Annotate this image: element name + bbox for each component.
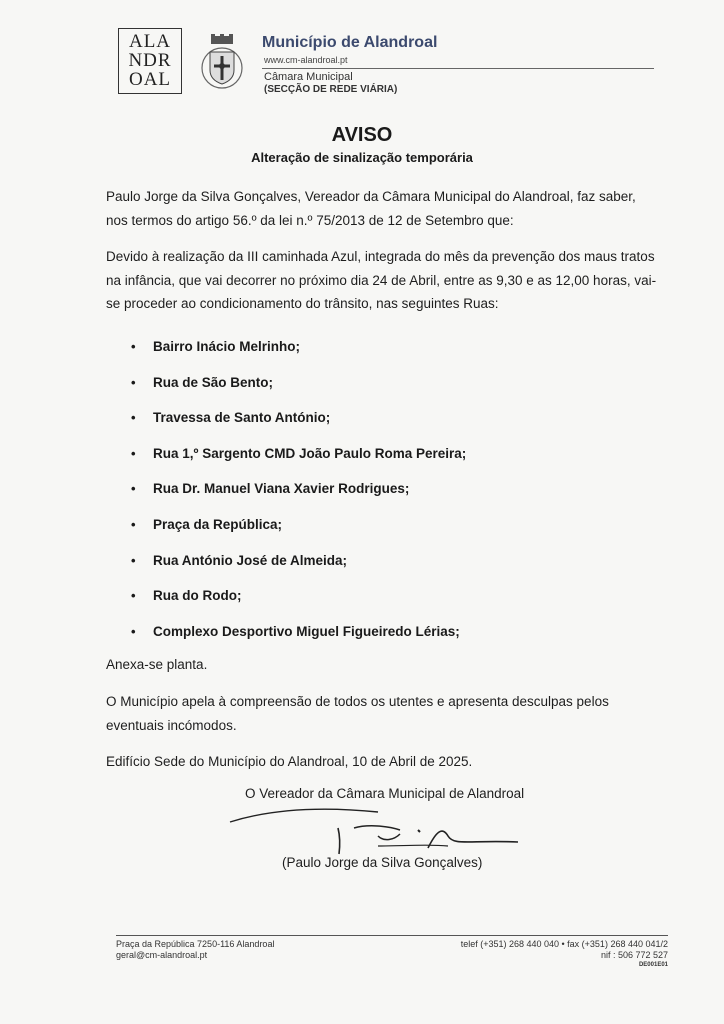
footer-email[interactable]: geral@cm-alandroal.pt xyxy=(116,950,208,960)
street-name: Rua de São Bento; xyxy=(153,374,274,390)
notice-subtitle: Alteração de sinalização temporária xyxy=(251,150,473,165)
coat-of-arms-icon xyxy=(197,34,247,94)
street-name: Rua Dr. Manuel Viana Xavier Rodrigues; xyxy=(153,481,410,497)
annex-paragraph: Anexa-se planta. xyxy=(106,657,208,672)
list-item xyxy=(131,337,466,373)
street-name: Travessa de Santo António; xyxy=(153,410,331,426)
footer-phone: telef (+351) 268 440 040 • fax (+351) 268 440 041/2 xyxy=(460,939,668,949)
footer-nif: nif : 506 772 527 xyxy=(600,950,668,960)
list-item xyxy=(131,373,466,409)
bullet-icon: • xyxy=(131,410,136,426)
header-divider xyxy=(262,68,654,69)
logo-line-1: ALA xyxy=(128,31,172,52)
street-name: Rua do Rodo; xyxy=(153,588,242,604)
handwritten-signature xyxy=(228,800,528,860)
footer-divider xyxy=(116,935,668,936)
alandroal-logo xyxy=(118,28,182,94)
event-paragraph: Devido à realização da III caminhada Azul, integrada do mês da prevenção dos maus tratos na infância, que vai decorrer no próximo dia 24 de Abril, entre as 9,30 e as 12,00 horas, vai-se proceder ao condicionamento do trânsito, nas seguintes Ruas: xyxy=(106,249,657,311)
intro-paragraph: Paulo Jorge da Silva Gonçalves, Vereador da Câmara Municipal do Alandroal, faz saber, nos termos do artigo 56.º da lei n.º 75/2013 de 12 de Setembro que: xyxy=(106,189,636,228)
list-item xyxy=(131,408,466,444)
footer-address: Praça da República 7250-116 Alandroal xyxy=(116,939,275,949)
signatory-name: (Paulo Jorge da Silva Gonçalves) xyxy=(282,855,483,870)
bullet-icon: • xyxy=(131,516,136,532)
bullet-icon: • xyxy=(131,623,136,639)
list-item xyxy=(131,622,466,658)
footer-code: DE001E01 xyxy=(638,962,668,968)
street-list xyxy=(131,337,466,657)
date-paragraph: Edifício Sede do Município do Alandroal, 10 de Abril de 2025. xyxy=(106,754,473,769)
department-name: Câmara Municipal xyxy=(264,71,353,83)
notice-title: AVISO xyxy=(331,124,393,146)
bullet-icon: • xyxy=(131,552,136,568)
bullet-icon: • xyxy=(131,374,136,390)
street-name: Rua António José de Almeida; xyxy=(153,552,348,568)
bullet-icon: • xyxy=(131,481,136,497)
list-item xyxy=(131,444,466,480)
bullet-icon: • xyxy=(131,445,136,461)
logo-line-2: NDR xyxy=(128,50,172,71)
list-item xyxy=(131,551,466,587)
section-name: (SECÇÃO DE REDE VIÁRIA) xyxy=(264,84,398,95)
municipality-website[interactable]: www.cm-alandroal.pt xyxy=(264,55,348,65)
bullet-icon: • xyxy=(131,339,136,354)
logo-line-3: OAL xyxy=(128,69,172,90)
street-name: Praça da República; xyxy=(153,516,283,532)
footer-contact xyxy=(116,939,274,961)
footer-phone-info xyxy=(461,939,668,970)
municipality-name: Município de Alandroal xyxy=(262,34,438,51)
list-item xyxy=(131,515,466,551)
bullet-icon: • xyxy=(131,588,136,604)
list-item xyxy=(131,586,466,622)
street-name: Complexo Desportivo Miguel Figueiredo Lérias; xyxy=(153,623,460,639)
street-name: Bairro Inácio Melrinho; xyxy=(153,339,301,354)
list-item xyxy=(131,479,466,515)
signatory-role: O Vereador da Câmara Municipal de Alandroal xyxy=(245,786,525,801)
apology-paragraph: O Município apela à compreensão de todos os utentes e apresenta desculpas pelos eventuais incómodos. xyxy=(106,694,609,733)
street-name: Rua 1,º Sargento CMD João Paulo Roma Pereira; xyxy=(153,445,467,461)
